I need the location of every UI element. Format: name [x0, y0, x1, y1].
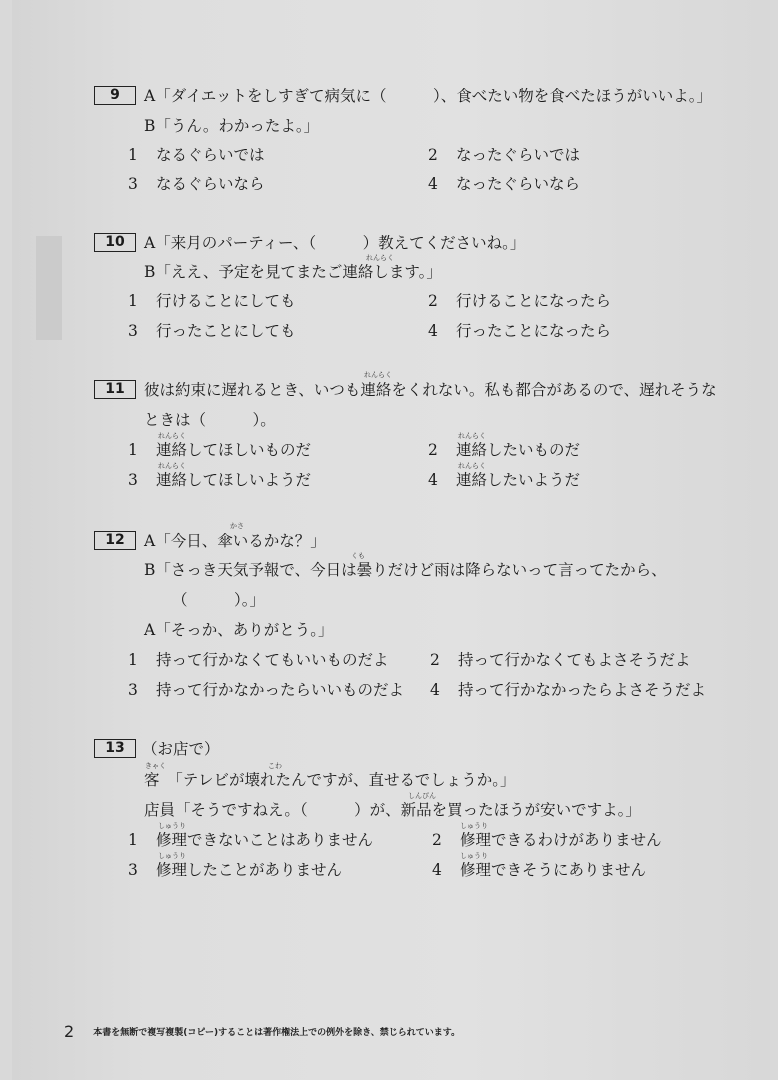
- option-text: 連絡してほしいようだ: [156, 471, 312, 489]
- question-line: （ ）。」: [172, 591, 266, 609]
- furigana: れんらく: [458, 462, 486, 470]
- option-number: 3: [128, 175, 138, 193]
- furigana: しゅうり: [158, 822, 186, 830]
- option-number: 1: [128, 292, 138, 310]
- option-number: 1: [128, 651, 138, 669]
- question-line: 彼は約束に遅れるとき、いつも連絡をくれない。私も都合があるので、遅れそうな: [144, 381, 717, 399]
- option-text: 行ったことにしても: [156, 322, 296, 340]
- option-text: 修理したことがありません: [156, 861, 343, 879]
- question-line: B「さっき天気予報で、今日は曇りだけど雨は降らないって言ってたから、: [144, 561, 667, 579]
- question-line: ときは（ ）。: [144, 411, 276, 429]
- option-number: 2: [432, 831, 442, 849]
- furigana: しんぴん: [408, 792, 436, 800]
- option-number: 3: [128, 681, 138, 699]
- option-text: 行けることになったら: [456, 292, 612, 310]
- option-text: なるぐらいなら: [156, 175, 265, 193]
- option-number: 3: [128, 322, 138, 340]
- option-text: 持って行かなくてもいいものだよ: [156, 651, 389, 669]
- option-text: なるぐらいでは: [156, 146, 265, 164]
- question-line: 客 「テレビが壊れたんですが、直せるでしょうか。」: [144, 771, 516, 789]
- question-line: A「来月のパーティー、（ ）教えてくださいね。」: [144, 234, 526, 252]
- scene-label: （お店で）: [142, 740, 220, 758]
- option-text: 持って行かなかったらよさそうだよ: [458, 681, 707, 699]
- option-number: 2: [428, 441, 438, 459]
- question-number-box: 11: [94, 380, 136, 399]
- furigana: こわ: [268, 762, 282, 770]
- option-number: 3: [128, 861, 138, 879]
- page-footer: [64, 1022, 460, 1041]
- question-line: A「そっか、ありがとう。」: [144, 621, 334, 639]
- furigana: きゃく: [145, 762, 166, 770]
- option-text: 修理できそうにありません: [460, 861, 647, 879]
- question-number-box: 13: [94, 739, 136, 758]
- option-text: 持って行かなくてもよさそうだよ: [458, 651, 691, 669]
- page-tab-marker: [36, 236, 62, 340]
- option-text: 連絡したいものだ: [456, 441, 581, 459]
- furigana: れんらく: [158, 432, 186, 440]
- option-number: 2: [430, 651, 440, 669]
- option-text: なったぐらいでは: [456, 146, 581, 164]
- furigana: れんらく: [158, 462, 186, 470]
- option-text: 連絡してほしいものだ: [156, 441, 312, 459]
- furigana: くも: [351, 552, 365, 560]
- question-line: B「ええ、予定を見てまたご連絡します。」: [144, 263, 442, 281]
- furigana: かさ: [230, 522, 244, 530]
- furigana: しゅうり: [460, 822, 488, 830]
- question-number-box: 12: [94, 531, 136, 550]
- option-number: 4: [432, 861, 442, 879]
- question-line: B「うん。わかったよ。」: [144, 117, 320, 135]
- option-number: 4: [430, 681, 440, 699]
- option-number: 4: [428, 322, 438, 340]
- question-number-box: 9: [94, 86, 136, 105]
- option-number: 4: [428, 175, 438, 193]
- option-number: 1: [128, 831, 138, 849]
- page-sheet: [12, 0, 770, 1080]
- page-number: 2: [64, 1022, 75, 1041]
- furigana: れんらく: [366, 254, 394, 262]
- option-text: 修理できないことはありません: [156, 831, 374, 849]
- copyright-notice: 本書を無断で複写複製(コピー)することは著作権法上での例外を除き、禁じられています。: [93, 1028, 461, 1038]
- option-text: 連絡したいようだ: [456, 471, 581, 489]
- furigana: しゅうり: [158, 852, 186, 860]
- furigana: れんらく: [364, 371, 392, 379]
- option-number: 3: [128, 471, 138, 489]
- question-line: A「ダイエットをしすぎて病気に（ ）、食べたい物を食べたほうがいいよ。」: [144, 87, 712, 105]
- option-number: 1: [128, 146, 138, 164]
- option-text: 行ったことになったら: [456, 322, 612, 340]
- option-text: 持って行かなかったらいいものだよ: [156, 681, 405, 699]
- question-line: A「今日、傘いるかな？」: [144, 532, 326, 550]
- question-line: 店員「そうですねえ。（ ）が、新品を買ったほうが安いですよ。」: [144, 801, 641, 819]
- question-number-box: 10: [94, 233, 136, 252]
- option-text: 修理できるわけがありません: [460, 831, 662, 849]
- option-text: 行けることにしても: [156, 292, 296, 310]
- furigana: しゅうり: [460, 852, 488, 860]
- option-number: 2: [428, 146, 438, 164]
- option-number: 2: [428, 292, 438, 310]
- option-number: 4: [428, 471, 438, 489]
- furigana: れんらく: [458, 432, 486, 440]
- option-number: 1: [128, 441, 138, 459]
- option-text: なったぐらいなら: [456, 175, 581, 193]
